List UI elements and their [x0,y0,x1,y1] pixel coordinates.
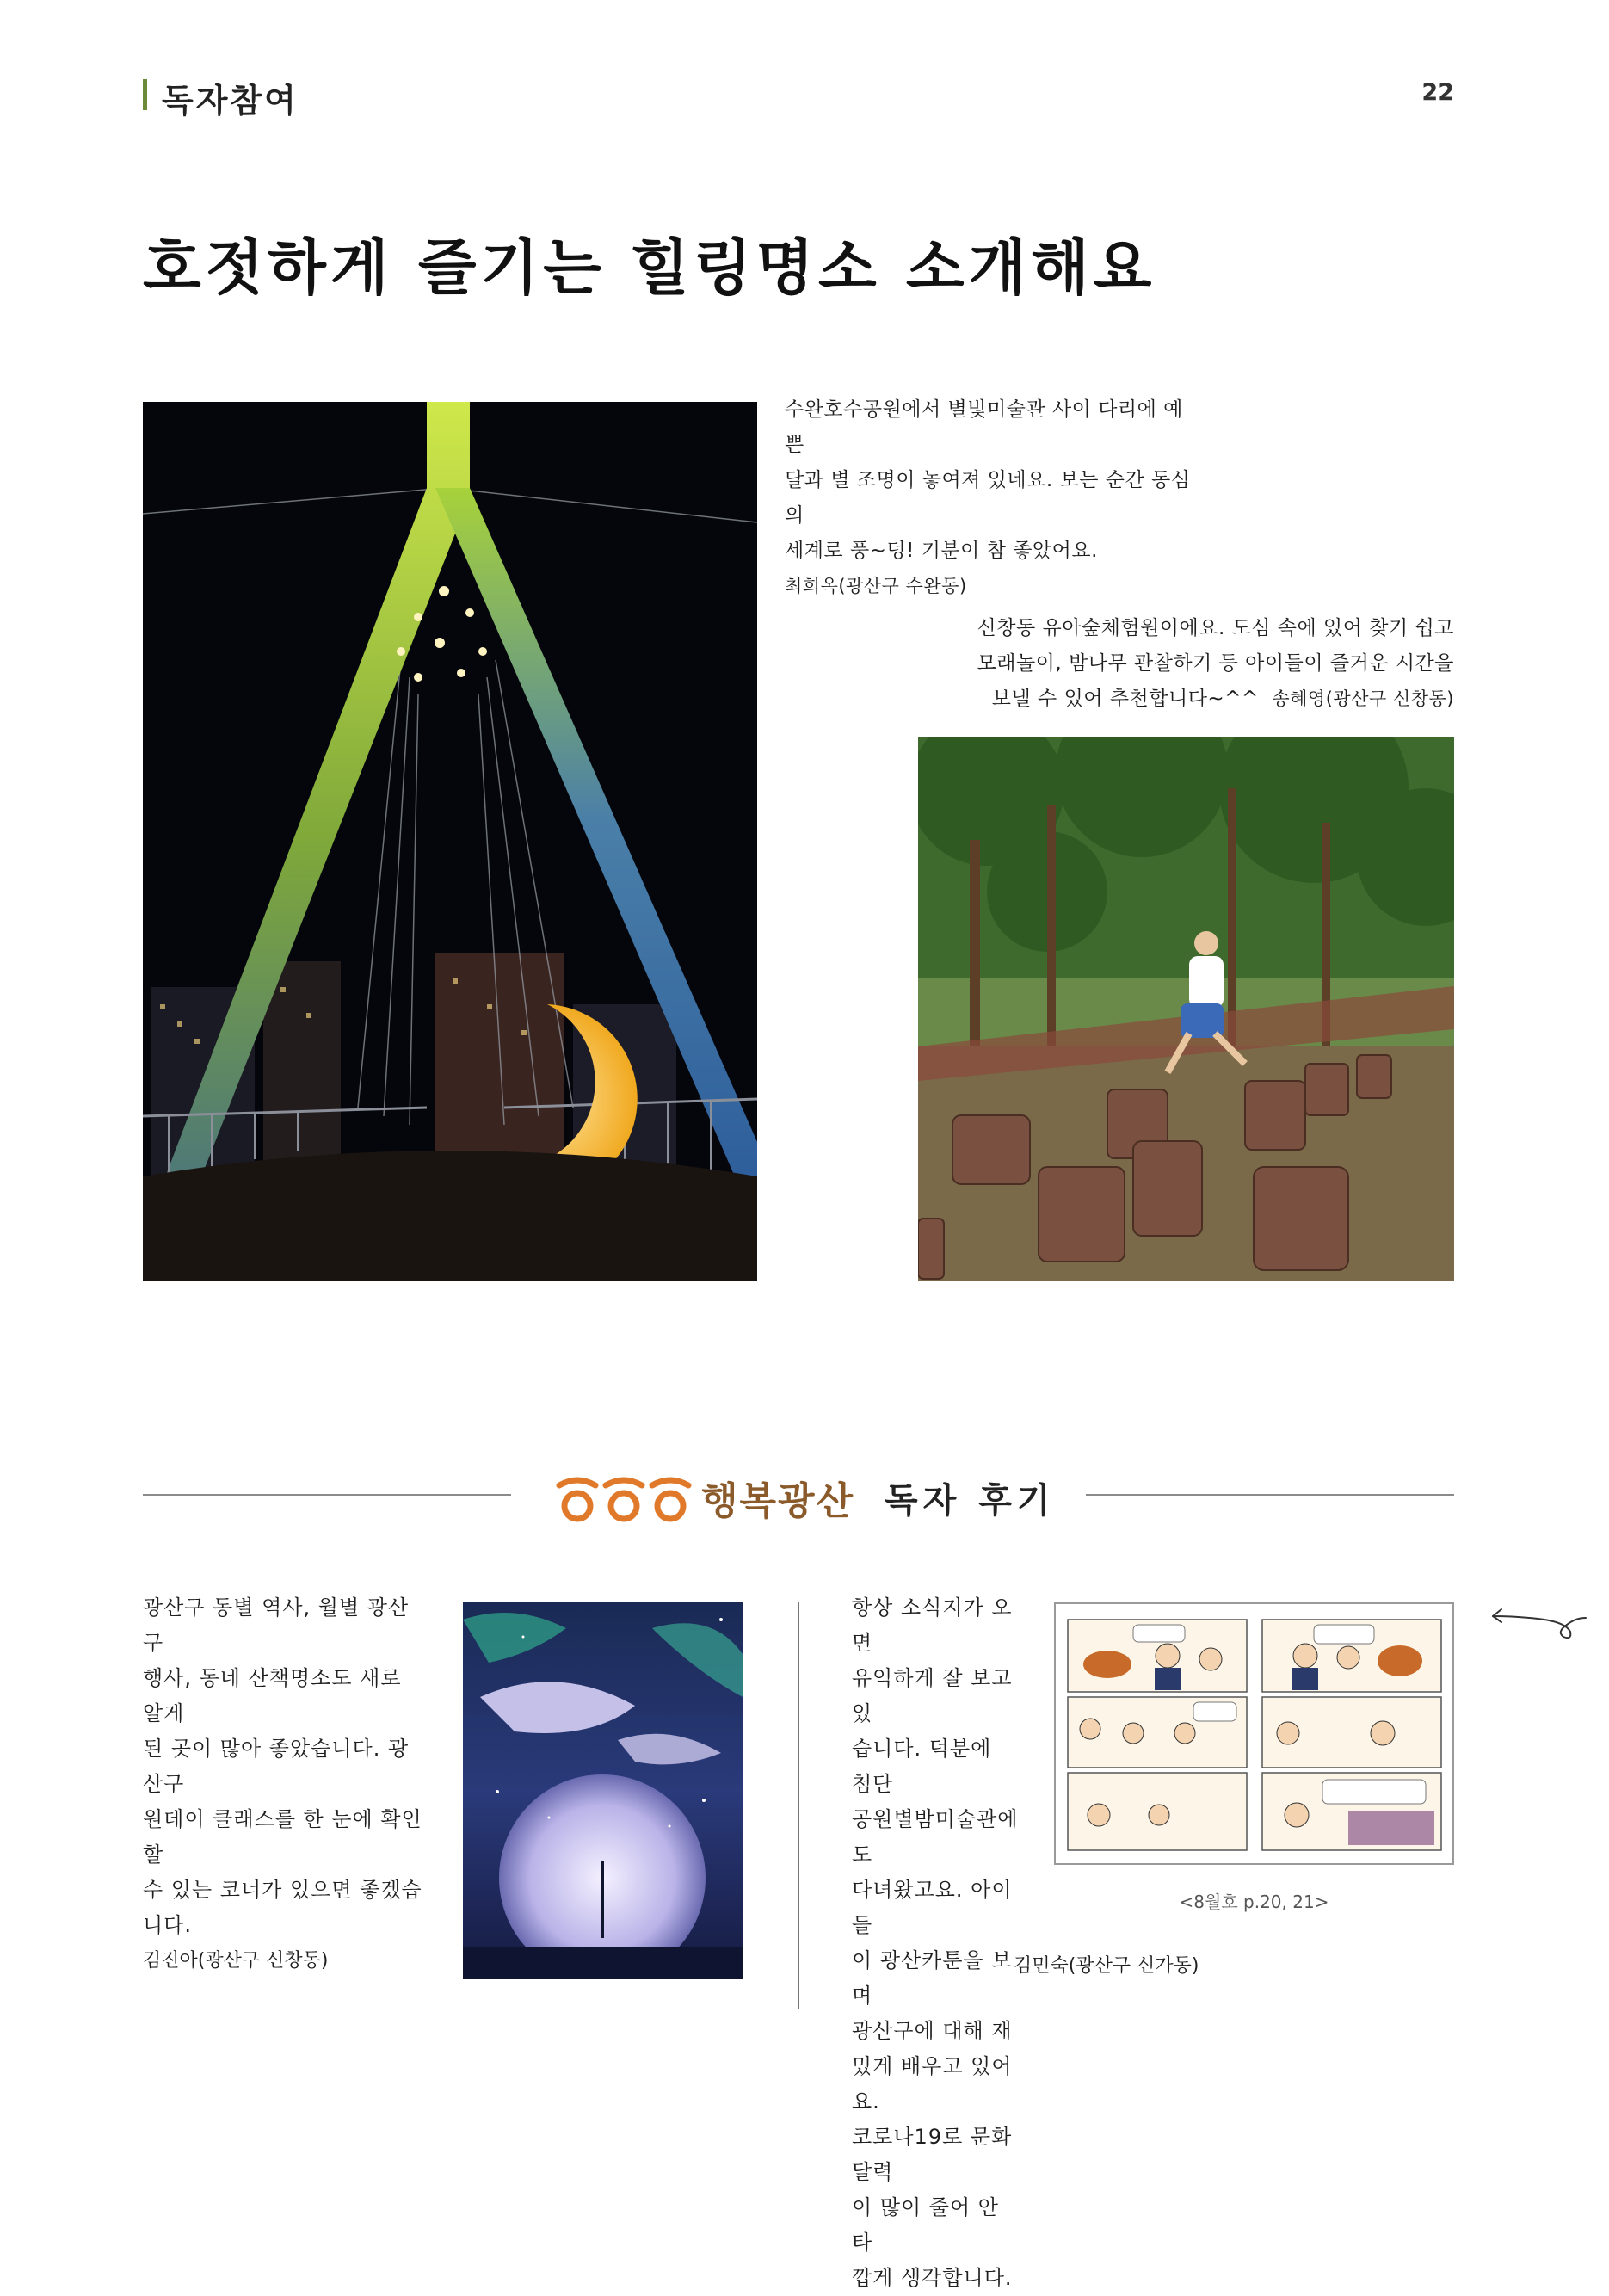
spot2-author: 송혜영(광산구 신창동) [1272,688,1454,709]
whale-moon-illustration [463,1602,743,1979]
review1-line: 행사, 동네 산책명소도 새로 알게 [143,1666,402,1725]
review-section-brand: 행복광산 [701,1479,855,1523]
spot1-line: 수완호수공원에서 별빛미술관 사이 다리에 예쁜 [785,398,1183,456]
column-divider [798,1602,799,2009]
spot2-caption [929,611,1454,717]
section-accent-bar [143,79,147,110]
bridge-moon-illustration [143,402,757,1281]
review2-line: 습니다. 덕분에 첨단 [852,1737,992,1796]
review1-line: 수 있는 코너가 있으면 좋겠습니다. [143,1878,422,1937]
forest-park-illustration [918,737,1454,1281]
section-rule-right [1086,1494,1454,1496]
review1-line: 원데이 클래스를 한 눈에 확인 할 [143,1807,422,1867]
section-rule-left [143,1494,511,1496]
review2-text [852,1590,1020,2296]
review2-line: 깝게 생각합니다. [852,2266,1013,2290]
review2-author: 김민숙(광산구 신가동) [1014,1955,1199,1977]
arrow-doodle-icon [1484,1599,1587,1642]
section-label: 독자참여 [162,82,299,120]
spot2-line: 보낼 수 있어 추천합니다~^^ [991,688,1259,710]
review2-line: 다녀왔고요. 아이들 [852,1878,1013,1937]
review2-line: 코로나19로 문화달력 [852,2125,1013,2184]
spot1-caption [785,392,1198,604]
review2-line: 밌게 배우고 있어요. [852,2054,1013,2114]
review1-text [143,1590,427,1978]
happy-gwangsan-logo-icon [554,1473,694,1523]
comic-thumbnail [1054,1602,1454,1865]
review1-line: 된 곳이 많아 좋았습니다. 광산구 [143,1737,410,1796]
page-title: 호젓하게 즐기는 힐링명소 소개해요 [143,232,1156,303]
review2-line: 이 광산카툰을 보며 [852,1948,1013,2008]
review2-line: 광산구에 대해 재 [852,2019,1013,2043]
spot2-line-last [929,682,1454,717]
spot2-line: 신창동 유아숲체험원이에요. 도심 속에 있어 찾기 쉽고 [977,617,1454,639]
spot1-line: 달과 별 조명이 놓여져 있네요. 보는 순간 동심의 [785,469,1191,527]
review1-line: 광산구 동별 역사, 월별 광산구 [143,1595,410,1655]
spot1-author: 최희옥(광산구 수완동) [785,576,967,596]
review2-line: 항상 소식지가 오면 [852,1595,1013,1655]
review1-author: 김진아(광산구 신창동) [143,1950,329,1972]
review2-line: 공원별밤미술관에도 [852,1807,1019,1867]
forest-park-photo [918,737,1454,1281]
bridge-moon-photo [143,402,757,1281]
review2-line: 유익하게 잘 보고 있 [852,1666,1013,1725]
spot1-line: 세계로 풍~덩! 기분이 참 좋았어요. [785,540,1098,562]
review2-line: 이 많이 줄어 안타 [852,2195,999,2255]
whale-moon-painting [463,1602,743,1979]
comic-caption: <8월호 p.20, 21> [1179,1892,1329,1912]
spot2-line: 모래놀이, 밤나무 관찰하기 등 아이들이 즐거운 시간을 [977,652,1454,675]
page-number: 22 [1421,79,1454,106]
comic-pages-illustration [1056,1604,1452,1863]
review-section-title: 독자 후기 [885,1481,1056,1521]
